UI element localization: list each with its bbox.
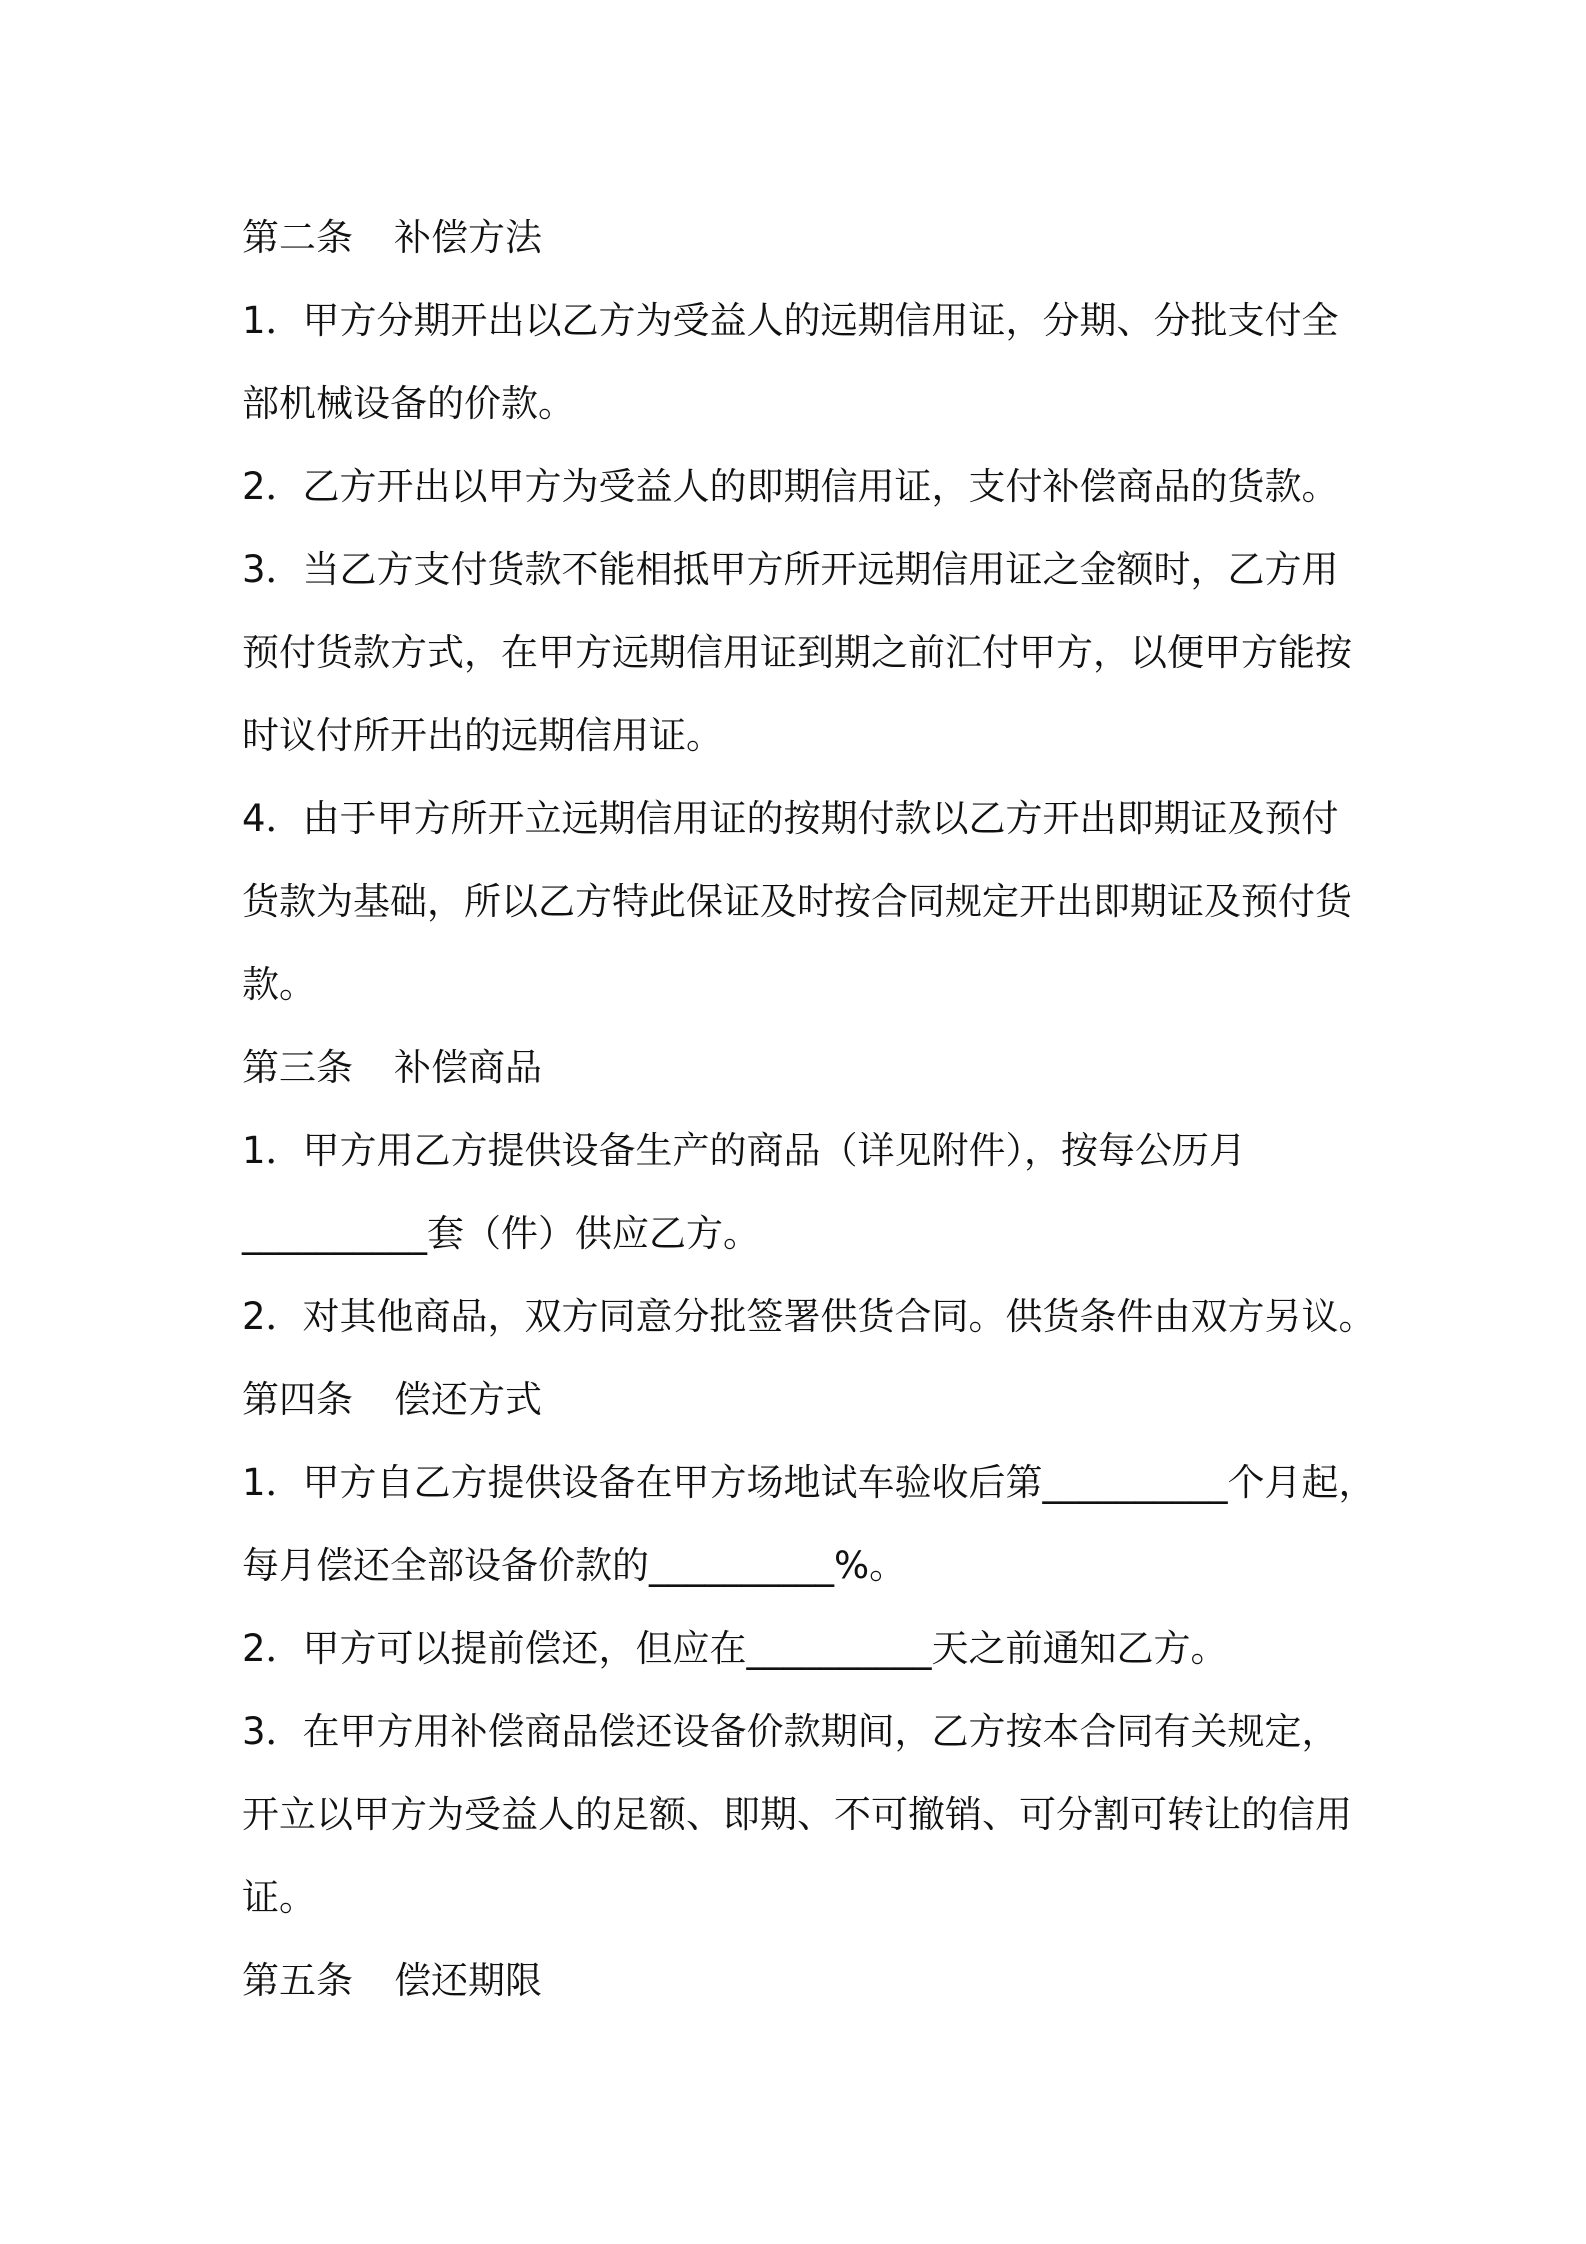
article-title: 补偿商品	[394, 1046, 542, 1089]
article-title: 偿还期限	[394, 1959, 542, 2002]
paragraph-line: 预付货款方式，在甲方远期信用证到期之前汇付甲方，以便甲方能按	[242, 631, 1352, 674]
paragraph-line: 3．当乙方支付货款不能相抵甲方所开远期信用证之金额时，乙方用	[242, 548, 1339, 591]
article-title: 偿还方式	[394, 1378, 542, 1421]
contract-page	[242, 196, 1382, 2022]
paragraph-line: 部机械设备的价款。	[242, 382, 575, 425]
article-heading	[242, 196, 1382, 279]
paragraph-line: 4．由于甲方所开立远期信用证的按期付款以乙方开出即期证及预付	[242, 797, 1339, 840]
paragraph-line: 2．对其他商品，双方同意分批签署供货合同。供货条件由双方另议。	[242, 1295, 1376, 1338]
paragraph-line: 2．乙方开出以甲方为受益人的即期信用证，支付补偿商品的货款。	[242, 465, 1339, 508]
paragraph-line: 款。	[242, 963, 316, 1006]
paragraph-line: 1．甲方分期开出以乙方为受益人的远期信用证，分期、分批支付全	[242, 299, 1339, 342]
paragraph-line: 1．甲方用乙方提供设备生产的商品（详见附件），按每公历月	[242, 1129, 1247, 1172]
paragraph-line: 1．甲方自乙方提供设备在甲方场地试车验收后第__________个月起，	[242, 1461, 1376, 1504]
article-title: 补偿方法	[394, 216, 542, 259]
article-number: 第三条	[242, 1046, 353, 1089]
article-heading	[242, 1939, 1382, 2022]
article-number: 第五条	[242, 1959, 353, 2002]
paragraph-line: 货款为基础，所以乙方特此保证及时按合同规定开出即期证及预付货	[242, 880, 1352, 923]
paragraph-line: __________套（件）供应乙方。	[242, 1212, 760, 1255]
paragraph-line: 每月偿还全部设备价款的__________%。	[242, 1544, 907, 1587]
paragraph-line: 3．在甲方用补偿商品偿还设备价款期间，乙方按本合同有关规定，	[242, 1710, 1339, 1753]
paragraph-line: 开立以甲方为受益人的足额、即期、不可撤销、可分割可转让的信用	[242, 1793, 1352, 1836]
paragraph-line: 证。	[242, 1876, 316, 1919]
article-heading	[242, 1358, 1382, 1441]
article-heading	[242, 1026, 1382, 1109]
paragraph-line: 时议付所开出的远期信用证。	[242, 714, 723, 757]
article-number: 第四条	[242, 1378, 353, 1421]
paragraph-line: 2．甲方可以提前偿还，但应在__________天之前通知乙方。	[242, 1627, 1228, 1670]
article-number: 第二条	[242, 216, 353, 259]
